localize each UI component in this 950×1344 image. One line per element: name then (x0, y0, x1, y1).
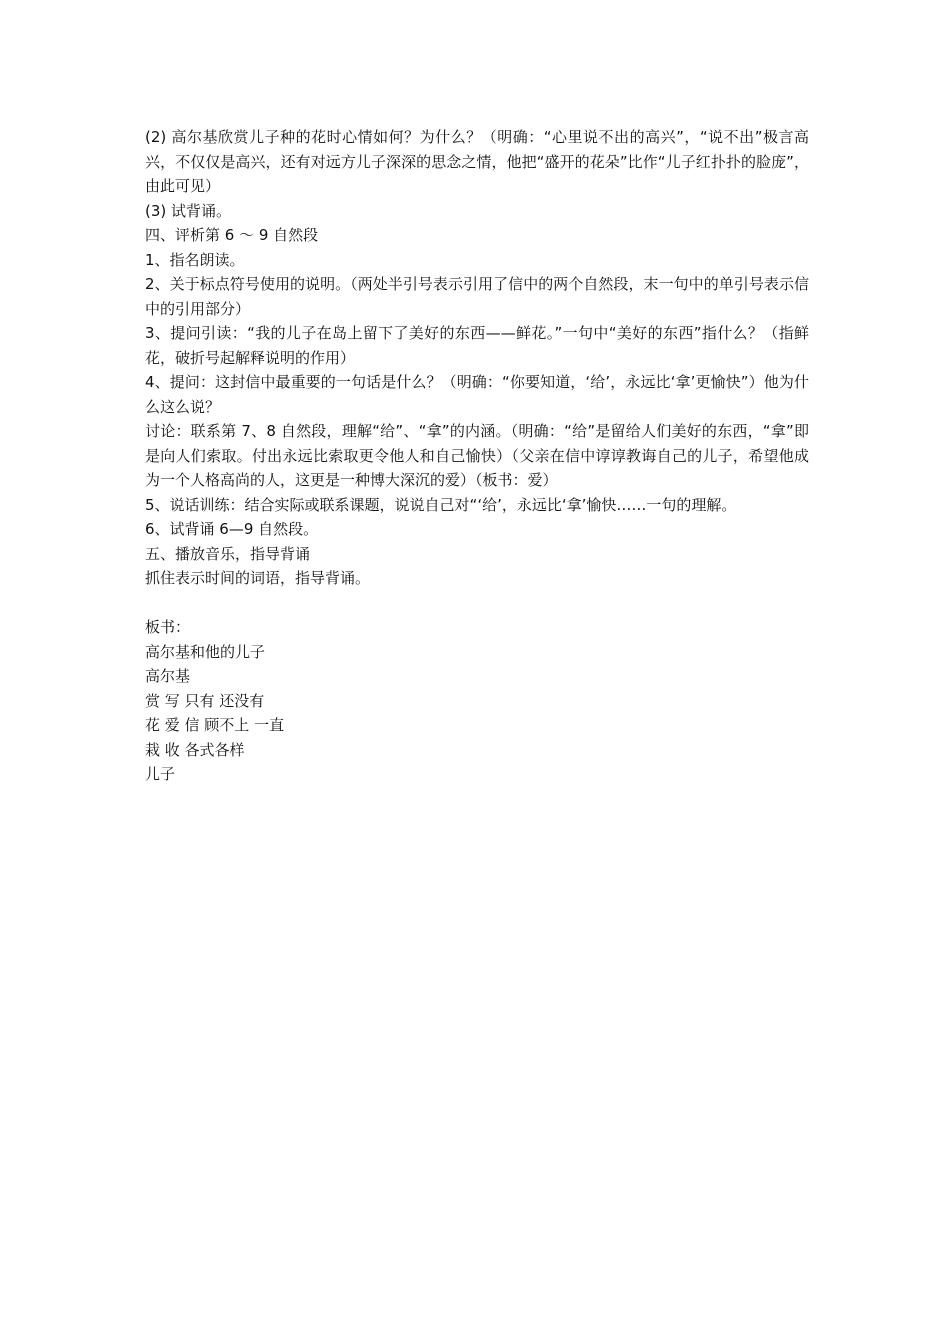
board-label: 板书： (145, 618, 191, 636)
section-heading-four: 四、评析第 6 ～ 9 自然段 (145, 226, 319, 244)
paragraph-item-4: 4、提问：这封信中最重要的一句话是什么？（明确：“你要知道，‘给’，永远比‘拿’更愉快”）他为什么这么说？ (145, 373, 809, 416)
paragraph-item-6: 6、试背诵 6—9 自然段。 (145, 520, 319, 538)
document-body (145, 125, 809, 787)
paragraph-discussion: 讨论：联系第 7、8 自然段，理解“给”、“拿”的内涵。（明确：“给”是留给人们美好的东西，“拿”即是向人们索取。付出永远比索取更令他人和自己愉快）（父亲在信中谆谆教诲自己的儿子，希望他成为一个人格高尚的人，这更是一种博大深沉的爱）（板书：爱） (145, 422, 809, 489)
blank-line (145, 591, 809, 616)
board-line: 高尔基和他的儿子 (145, 642, 266, 661)
board-line: 花 爱 信 顾不上 一直 (145, 716, 285, 734)
paragraph-item-1: 1、指名朗读。 (145, 250, 245, 269)
board-line: 儿子 (145, 765, 176, 783)
paragraph-item-3: 3、提问引读：“我的儿子在岛上留下了美好的东西——鲜花。”一句中“美好的东西”指什么？（指鲜花，破折号起解释说明的作用） (145, 324, 809, 367)
paragraph-recite-guide: 抓住表示时间的词语，指导背诵。 (145, 569, 371, 587)
board-line: 赏 写 只有 还没有 (145, 691, 265, 710)
paragraph-item-2: 2、关于标点符号使用的说明。（两处半引号表示引用了信中的两个自然段，末一句中的单引号表示信中的引用部分） (145, 275, 809, 318)
board-line: 栽 收 各式各样 (145, 740, 245, 759)
paragraph-question-3: (3) 试背诵。 (145, 201, 232, 220)
section-heading-five: 五、播放音乐，指导背诵 (145, 544, 311, 563)
paragraph-question-2: (2) 高尔基欣赏儿子种的花时心情如何？为什么？（明确：“心里说不出的高兴”，“说不出”极言高兴，不仅仅是高兴，还有对远方儿子深深的思念之情，他把“盛开的花朵”比作“儿子红扑扑的脸庞”，由此可见） (145, 128, 809, 195)
board-line: 高尔基 (145, 667, 191, 685)
paragraph-item-5: 5、说话训练：结合实际或联系课题，说说自己对“‘给’，永远比‘拿’愉快……一句的理解。 (145, 495, 737, 514)
